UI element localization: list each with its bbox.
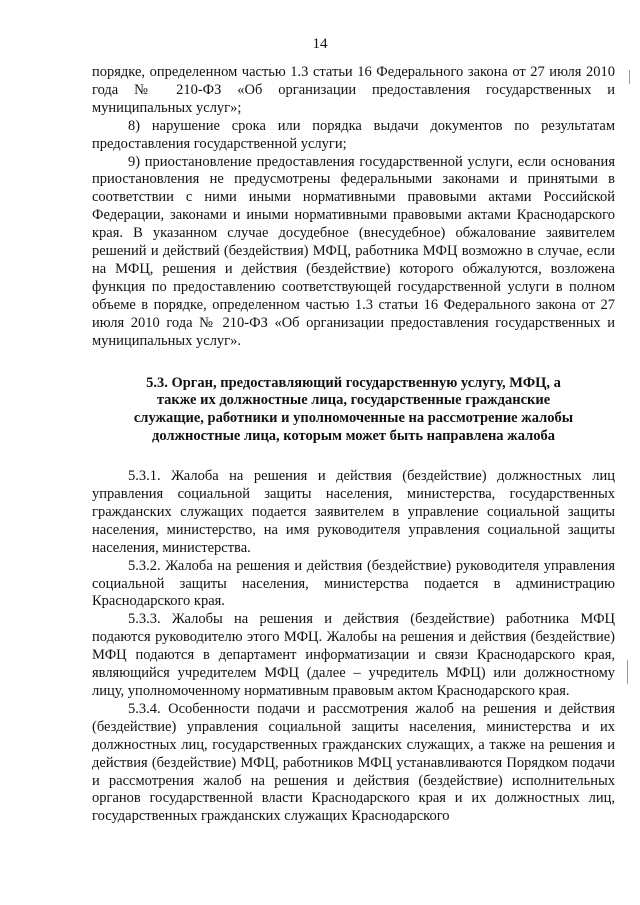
scan-artifact [629, 70, 630, 84]
scan-artifact [627, 660, 628, 684]
paragraph: 5.3.3. Жалобы на решения и действия (бездействие) работника МФЦ подаются руководителю этого МФЦ. Жалобы на решения и действия (бездействие) МФЦ подаются в департамент информатизации и связи Краснодарского края, являющийся учредителем МФЦ (далее – учредитель МФЦ) или должностному лицу, уполномоченному нормативным правовым актом Краснодарского края. [92, 611, 615, 699]
paragraph: 5.3.1. Жалоба на решения и действия (бездействие) должностных лиц управления социальной защиты населения, министерства, государственных гражданских служащих подается заявителем в управление социальной защиты населения, министерство, на имя руководителя управления социальной защиты населения, министерства. [92, 468, 615, 556]
section-heading: 5.3. Орган, предоставляющий государственную услугу, МФЦ, а также их должностные лица, государственные гражданские служащие, работники и уполномоченные на рассмотрение жалобы должностные лица, которым может быть направлена жалоба [133, 374, 574, 445]
paragraph: 5.3.4. Особенности подачи и рассмотрения жалоб на решения и действия (бездействие) управления социальной защиты населения, министерства и их должностных лиц, государственных гражданских служащих, а также на решения и действия (бездействие) МФЦ, работников МФЦ устанавливаются Порядком подачи и рассмотрения жалоб на решения и действия (бездействие) исполнительных органов государственной власти Краснодарского края и их должностных лиц, государственных гражданских служащих Краснодарского [92, 700, 615, 825]
paragraph: 5.3.2. Жалоба на решения и действия (бездействие) руководителя управления социальной защиты населения, министерства подается в администрацию Краснодарского края. [92, 557, 615, 610]
paragraph: 8) нарушение срока или порядка выдачи документов по результатам предоставления государственной услуги; [92, 117, 615, 152]
page-number: 14 [312, 36, 328, 52]
paragraph: порядке, определенном частью 1.3 статьи 16 Федерального закона от 27 июля 2010 года № 210-ФЗ «Об организации предоставления государственных и муниципальных услуг»; [92, 64, 615, 116]
paragraph: 9) приостановление предоставления государственной услуги, если основания приостановления не предусмотрены федеральными законами и принятыми в соответствии с ними иными нормативными правовыми актами Российской Федерации, законами и иными нормативными правовыми актами Краснодарского края. В указанном случае досудебное (внесудебное) обжалование заявителем решений и действий (бездействия) МФЦ, работника МФЦ возможно в случае, если на МФЦ, решения и действия (бездействие) которого обжалуются, возложена функция по предоставлению соответствующей государственной услуги в полном объеме в порядке, определенном частью 1.3 статьи 16 Федерального закона от 27 июля 2010 года № 210-ФЗ «Об организации предоставления государственных и муниципальных услуг». [92, 153, 615, 349]
document-body [92, 64, 615, 826]
